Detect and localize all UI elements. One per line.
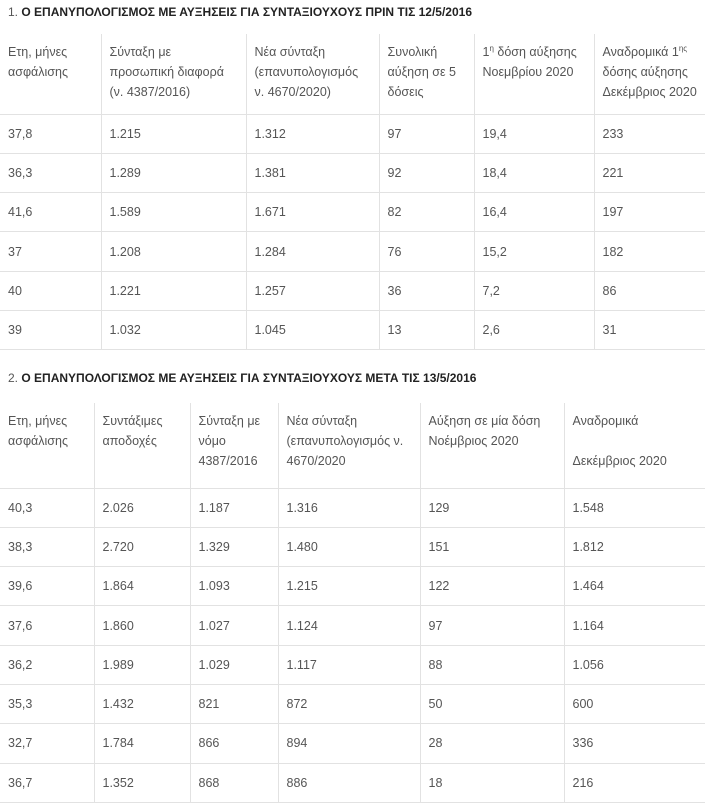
table-cell: 76 [379,232,474,271]
table-cell: 1.124 [278,606,420,645]
table-cell: 1.284 [246,232,379,271]
section-2-heading: Ο ΕΠΑΝΥΠΟΛΟΓΙΣΜΟΣ ΜΕ ΑΥΞΗΣΕΙΣ ΓΙΑ ΣΥΝΤΑΞΙΟΥΧΟΥΣ ΜΕΤΑ ΤΙΣ 13/5/2016 [21,371,476,385]
table-cell: 41,6 [0,193,101,232]
table-cell: 39 [0,310,101,349]
table-cell: 1.464 [564,567,705,606]
section-1-heading: Ο ΕΠΑΝΥΠΟΛΟΓΙΣΜΟΣ ΜΕ ΑΥΞΗΣΕΙΣ ΓΙΑ ΣΥΝΤΑΞΙΟΥΧΟΥΣ ΠΡΙΝ ΤΙΣ 12/5/2016 [21,5,472,19]
table-cell: 1.164 [564,606,705,645]
table-row [0,114,705,153]
section-1-number: 1. [8,5,18,19]
table-cell: 1.329 [190,527,278,566]
table-cell: 1.860 [94,606,190,645]
table-cell: 2.720 [94,527,190,566]
table-cell: 600 [564,684,705,723]
table-cell: 1.432 [94,684,190,723]
header-line: νόμο [199,431,278,451]
table-cell: 18,4 [474,153,594,192]
table-row [0,153,705,192]
table-cell: 38,3 [0,527,94,566]
column-header [0,403,94,488]
table-cell: 1.671 [246,193,379,232]
table-cell: 16,4 [474,193,594,232]
column-header [246,34,379,114]
header-line: Νέα σύνταξη [287,411,420,431]
header-row [0,34,705,114]
table-cell: 1.045 [246,310,379,349]
header-line: Νοέμβριος 2020 [429,431,564,451]
table-cell: 1.029 [190,645,278,684]
table-cell: 868 [190,763,278,802]
table-cell: 13 [379,310,474,349]
table-cell: 1.784 [94,724,190,763]
table-cell: 36,2 [0,645,94,684]
table-cell: 82 [379,193,474,232]
header-line: Αύξηση σε μία δόση [429,411,564,431]
table-cell: 151 [420,527,564,566]
table-row [0,684,705,723]
table-cell: 1.381 [246,153,379,192]
table-cell: 1.187 [190,488,278,527]
header-line: Σύνταξη με [110,42,246,62]
header-line: ασφάλισης [8,431,94,451]
header-line: αύξηση σε 5 [388,62,474,82]
table-pre-2016 [0,34,705,350]
header-line: Συντάξιμες [103,411,190,431]
table-cell: 872 [278,684,420,723]
table-cell: 1.215 [278,567,420,606]
header-line: Αναδρομικά $1^{\eta\varsigma}$ [603,42,705,62]
table-cell: 36 [379,271,474,310]
table-cell: 886 [278,763,420,802]
header-line: δόσεις [388,82,474,102]
header-line: Σύνταξη με [199,411,278,431]
header-line: αποδοχές [103,431,190,451]
header-line: (επανυπολογισμός [255,62,379,82]
table-cell: 2,6 [474,310,594,349]
table-cell: 18 [420,763,564,802]
table-cell: 1.032 [101,310,246,349]
section-1-title [8,5,472,19]
header-line: Ετη, μήνες [8,411,94,431]
table-cell: 1.027 [190,606,278,645]
table-cell: 1.589 [101,193,246,232]
column-header [564,403,705,488]
table-cell: 37,6 [0,606,94,645]
table-cell: 19,4 [474,114,594,153]
section-2-number: 2. [8,371,18,385]
table-row [0,724,705,763]
column-header [474,34,594,114]
table-cell: 182 [594,232,705,271]
table-cell: 50 [420,684,564,723]
table-cell: 40,3 [0,488,94,527]
table-cell: 1.257 [246,271,379,310]
table-row [0,193,705,232]
header-line: Συνολική [388,42,474,62]
table-row [0,527,705,566]
column-header [94,403,190,488]
header-line: δόσης αύξησης [603,62,705,82]
header-line: (ν. 4387/2016) [110,82,246,102]
table-cell: 88 [420,645,564,684]
table-cell: 1.117 [278,645,420,684]
table-cell: 86 [594,271,705,310]
table-cell: 31 [594,310,705,349]
header-line: (επανυπολογισμός ν. [287,431,420,451]
table-cell: 7,2 [474,271,594,310]
column-header [379,34,474,114]
table-cell: 15,2 [474,232,594,271]
table-cell: 1.312 [246,114,379,153]
header-line [573,431,705,451]
header-line: ασφάλισης [8,62,101,82]
table-cell: 37,8 [0,114,101,153]
table-cell: 1.480 [278,527,420,566]
table-row [0,567,705,606]
table-cell: 97 [379,114,474,153]
header-line: Δεκέμβριος 2020 [603,82,705,102]
header-line: Αναδρομικά [573,411,705,431]
table-cell: 336 [564,724,705,763]
table-row [0,645,705,684]
table-cell: 866 [190,724,278,763]
table-cell: 28 [420,724,564,763]
table-cell: 1.352 [94,763,190,802]
table-cell: 1.812 [564,527,705,566]
table-cell: 1.056 [564,645,705,684]
section-2-title [8,371,476,385]
table-cell: 821 [190,684,278,723]
header-line: Νέα σύνταξη [255,42,379,62]
table-cell: 97 [420,606,564,645]
table-cell: 216 [564,763,705,802]
table-cell: 894 [278,724,420,763]
table-cell: 1.548 [564,488,705,527]
table-cell: 1.208 [101,232,246,271]
table-row [0,763,705,802]
table-cell: 1.864 [94,567,190,606]
header-line: $1^\eta$ δόση αύξησης [483,42,594,62]
table-cell: 1.221 [101,271,246,310]
header-line: 4387/2016 [199,451,278,471]
column-header [101,34,246,114]
table-cell: 129 [420,488,564,527]
column-header [0,34,101,114]
header-line: ν. 4670/2020) [255,82,379,102]
table-cell: 1.289 [101,153,246,192]
table-cell: 1.989 [94,645,190,684]
column-header [594,34,705,114]
table-cell: 1.215 [101,114,246,153]
table-row [0,606,705,645]
table-cell: 1.316 [278,488,420,527]
header-line: Ετη, μήνες [8,42,101,62]
table-cell: 35,3 [0,684,94,723]
header-line: Νοεμβρίου 2020 [483,62,594,82]
header-line: προσωπική διαφορά [110,62,246,82]
table-cell: 39,6 [0,567,94,606]
table-cell: 40 [0,271,101,310]
table-cell: 36,3 [0,153,101,192]
table-cell: 1.093 [190,567,278,606]
table-row [0,232,705,271]
table-row [0,271,705,310]
table-cell: 233 [594,114,705,153]
column-header [278,403,420,488]
table-cell: 36,7 [0,763,94,802]
table-cell: 2.026 [94,488,190,527]
table-cell: 197 [594,193,705,232]
table-cell: 37 [0,232,101,271]
table-cell: 32,7 [0,724,94,763]
table-row [0,310,705,349]
table-cell: 122 [420,567,564,606]
table-cell: 92 [379,153,474,192]
column-header [420,403,564,488]
header-line: 4670/2020 [287,451,420,471]
header-row [0,403,705,488]
table-cell: 221 [594,153,705,192]
table-post-2016 [0,403,705,803]
table-row [0,488,705,527]
column-header [190,403,278,488]
header-line: Δεκέμβριος 2020 [573,451,705,471]
